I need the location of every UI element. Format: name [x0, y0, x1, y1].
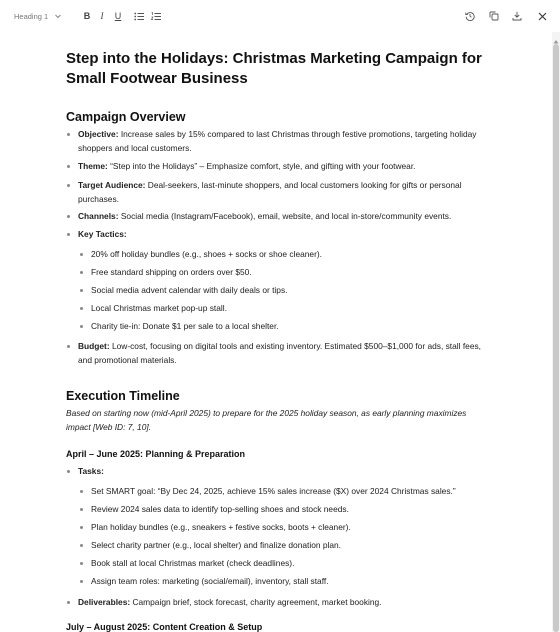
section-heading-timeline: Execution Timeline	[66, 389, 180, 403]
item-label: Key Tactics:	[78, 229, 127, 239]
item-text: “Step into the Holidays” – Emphasize comfort, style, and gifting with your footwear.	[107, 161, 416, 171]
list-item: 20% off holiday bundles (e.g., shoes + socks or shoe cleaner).	[91, 248, 484, 262]
item-label: Deliverables:	[78, 597, 131, 607]
heading-style-select[interactable]	[14, 8, 68, 24]
italic-button[interactable]	[96, 8, 108, 24]
heading-select-label: Heading 1	[14, 11, 49, 21]
list-item: Set SMART goal: “By Dec 24, 2025, achieve 15% sales increase ($X) over 2024 Christmas sales.”	[91, 485, 484, 499]
history-icon	[465, 11, 475, 21]
item-text: Increase sales by 15% compared to last Christmas through festive promotions, targeting holiday shoppers and local customers.	[78, 129, 477, 153]
download-button[interactable]	[511, 8, 523, 24]
document-viewport	[0, 32, 552, 632]
list-item: Review 2024 sales data to identify top-selling shoes and stock needs.	[91, 503, 484, 517]
list-item	[78, 340, 484, 367]
copy-button[interactable]	[488, 8, 500, 24]
scrollbar-thumb[interactable]	[553, 44, 559, 632]
list-item: Free standard shipping on orders over $50.	[91, 266, 484, 280]
item-label: Theme:	[78, 161, 108, 171]
chevron-down-icon	[54, 12, 62, 20]
list-item	[78, 596, 484, 610]
item-text: Campaign brief, stock forecast, charity agreement, market booking.	[130, 597, 382, 607]
item-text: Deal-seekers, last-minute shoppers, and local customers looking for gifts or personal purchases.	[78, 180, 462, 204]
download-icon	[512, 11, 522, 21]
editor-toolbar	[0, 0, 560, 32]
copy-icon	[489, 11, 499, 21]
item-text: Low-cost, focusing on digital tools and existing inventory. Estimated $500–$1,000 for ads, stall fees, and promotional materials.	[78, 341, 481, 365]
list-item	[78, 128, 484, 155]
list-item	[78, 160, 484, 174]
list-item: Assign team roles: marketing (social/email), inventory, stall staff.	[91, 575, 484, 589]
close-icon	[538, 12, 547, 21]
scroll-up-arrow-icon[interactable]	[553, 33, 559, 41]
item-text: Social media (Instagram/Facebook), email, website, and local in-store/community events.	[118, 211, 452, 221]
phase-heading: April – June 2025: Planning & Preparation	[66, 449, 246, 459]
underline-icon: U	[114, 11, 122, 21]
item-label: Objective:	[78, 129, 119, 139]
list-item: Tasks:	[78, 465, 484, 479]
list-item: Social media advent calendar with daily deals or tips.	[91, 284, 484, 298]
close-button[interactable]	[536, 8, 548, 24]
item-label: Channels:	[78, 211, 119, 221]
history-button[interactable]	[464, 8, 476, 24]
italic-icon: I	[100, 11, 104, 21]
bold-button[interactable]	[81, 8, 93, 24]
bullet-list-button[interactable]	[133, 8, 145, 24]
list-item: Local Christmas market pop-up stall.	[91, 302, 484, 316]
underline-button[interactable]	[112, 8, 124, 24]
bold-icon: B	[83, 11, 91, 21]
numbered-list-button[interactable]	[150, 8, 162, 24]
section-heading-overview: Campaign Overview	[66, 110, 186, 124]
item-label: Target Audience:	[78, 180, 146, 190]
bullet-list-icon	[134, 12, 144, 21]
item-label: Budget:	[78, 341, 110, 351]
list-item: Plan holiday bundles (e.g., sneakers + festive socks, boots + cleaner).	[91, 521, 484, 535]
list-item: Select charity partner (e.g., local shelter) and finalize donation plan.	[91, 539, 484, 553]
list-item: Charity tie-in: Donate $1 per sale to a local shelter.	[91, 320, 484, 334]
document-title: Step into the Holidays: Christmas Marketing Campaign for Small Footwear Business	[66, 50, 482, 87]
list-item: Book stall at local Christmas market (check deadlines).	[91, 557, 484, 571]
phase-heading: July – August 2025: Content Creation & Setup	[66, 622, 263, 632]
numbered-list-icon	[151, 12, 161, 21]
list-item	[78, 228, 484, 242]
list-item	[78, 179, 484, 206]
timeline-intro: Based on starting now (mid-April 2025) to prepare for the 2025 holiday season, as early planning maximizes impact [Web ID: 7, 10].	[66, 408, 467, 432]
list-item	[78, 210, 484, 224]
